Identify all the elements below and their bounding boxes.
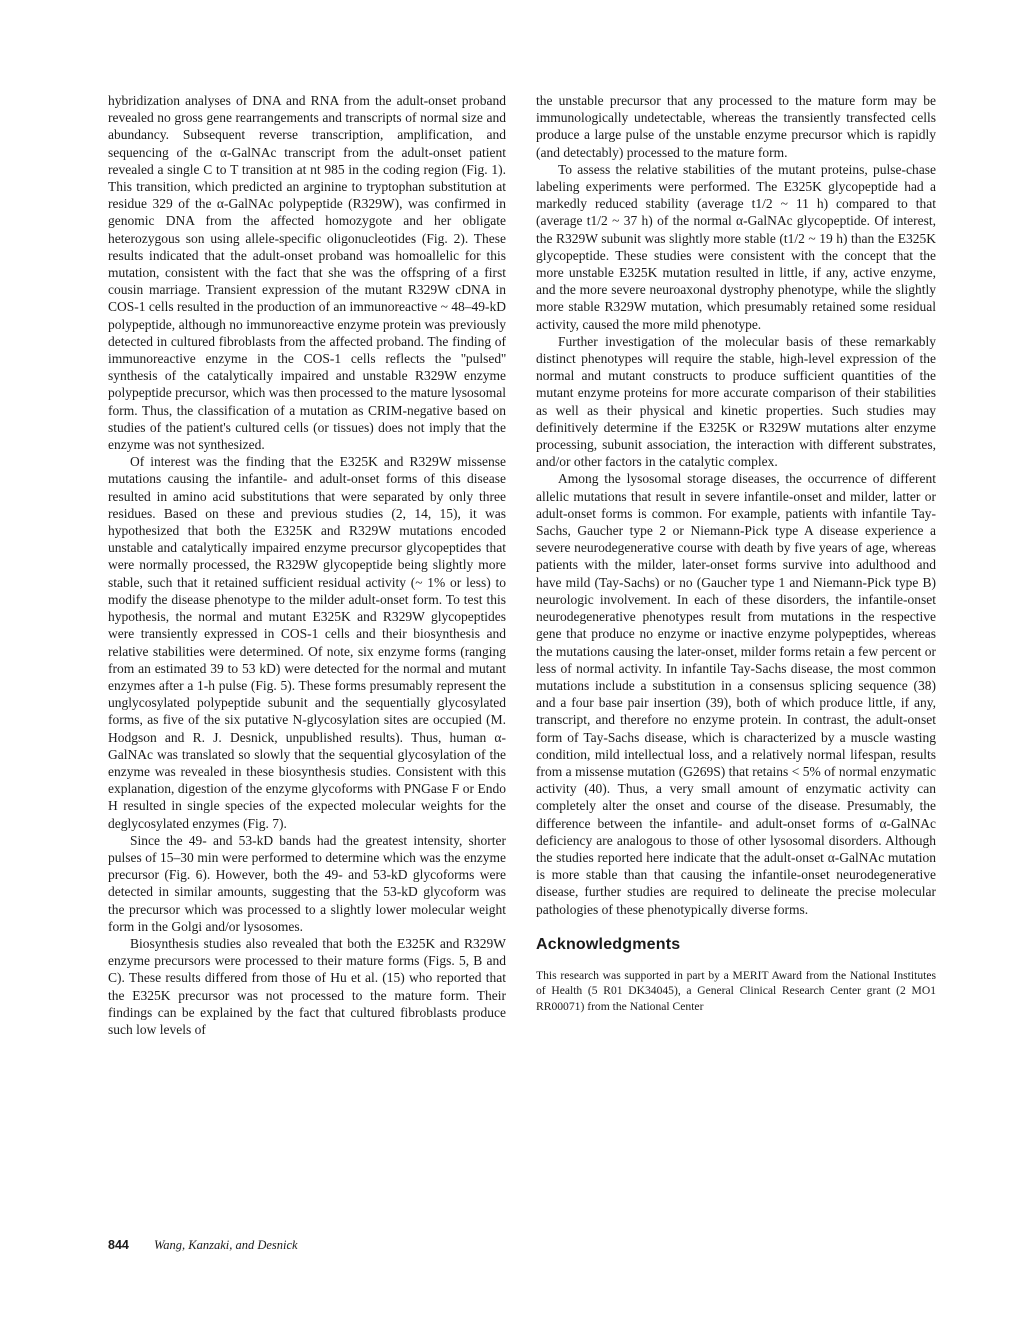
paragraph: hybridization analyses of DNA and RNA from the adult-onset proband revealed no gross gene rearrangements and transcripts of normal size and abundancy. Subsequent reverse transcription, amplification, and sequencing of the α-GalNAc transcript from the adult-onset patient revealed a single C to T transition at nt 985 in the coding region (Fig. 1). This transition, which predicted an arginine to tryptophan substitution at residue 329 of the α-GalNAc polypeptide (R329W), was confirmed in genomic DNA from the affected homozygote and her obligate heterozygous son using allele-specific oligonucleotides (Fig. 2). These results indicated that the adult-onset proband was homoallelic for this mutation, consistent with the fact that she was the offspring of a first cousin marriage. Transient expression of the mutant R329W cDNA in COS-1 cells resulted in the production of an immunoreactive ~ 48–49-kD polypeptide, although no immunoreactive enzyme protein was previously detected in cultured fibroblasts from the affected proband. The finding of immunoreactive enzyme in the COS-1 cells reflects the ''pulsed'' synthesis of the catalytically impaired and unstable R329W enzyme polypeptide precursor, which was then processed to the mature lysosomal form. Thus, the classification of a mutation as CRIM-negative based on studies of the patient's cultured cells (or tissues) does not imply that the enzyme was not synthesized. bbox=[108, 93, 506, 453]
page-footer bbox=[108, 1238, 298, 1253]
paragraph: Among the lysosomal storage diseases, the occurrence of different allelic mutations that result in severe infantile-onset and milder, latter or adult-onset forms is common. For example, patients with infantile Tay-Sachs, Gaucher type 2 or Niemann-Pick type A disease experience a severe neurodegenerative course with death by five years of age, whereas patients with the milder, later-onset forms survive into adulthood and have mild (Tay-Sachs) or no (Gaucher type 1 and Niemann-Pick type B) neurologic involvement. In each of these disorders, the infantile-onset neurodegenerative phenotypes result from mutations in the respective gene that produce no enzyme or inactive enzyme polypeptides, whereas the mutations causing the later-onset, milder forms retain a few percent or less of normal activity. In infantile Tay-Sachs disease, the most common mutations include a substitution in a consensus splicing sequence (38) and a four base pair insertion (39), both of which produce little, if any, transcript, and therefore no enzyme protein. In contrast, the adult-onset form of Tay-Sachs disease, which is characterized by a muscle wasting condition, mild intellectual loss, and a relatively normal lifespan, results from a missense mutation (G269S) that retains < 5% of normal enzymatic activity (40). Thus, a very small amount of enzymatic activity can completely alter the onset and course of the disease. Presumably, the difference between the infantile- and adult-onset forms of α-GalNAc deficiency are analogous to those of other lysosomal disorders. Although the studies reported here indicate that the adult-onset α-GalNAc mutation is more stable than that causing the infantile-onset neurodegenerative disease, further studies are required to delineate the precise molecular pathologies of these phenotypically diverse forms. bbox=[536, 471, 936, 917]
acknowledgments-text: This research was supported in part by a MERIT Award from the National Institutes of Health (5 R01 DK34045), a General Clinical Research Center grant (2 MO1 RR00071) from the National Center bbox=[536, 968, 936, 1013]
page-number: 844 bbox=[108, 1238, 129, 1252]
paragraph: the unstable precursor that any processed to the mature form may be immunologically undetectable, whereas the transiently transfected cells produce a large pulse of the unstable enzyme precursor which is rapidly (and detectably) processed to the mature form. bbox=[536, 93, 936, 160]
acknowledgments-heading: Acknowledgments bbox=[536, 935, 681, 953]
paragraph: To assess the relative stabilities of the mutant proteins, pulse-chase labeling experiments were performed. The E325K glycopeptide had a markedly reduced stability (average t1/2 ~ 11 h) compared to that (average t1/2 ~ 37 h) of the normal α-GalNAc glycopeptide. Of interest, the R329W subunit was slightly more stable (t1/2 ~ 19 h) than the E325K glycopeptide. These studies were consistent with the concept that the more unstable E325K mutation resulted in little, if any, active enzyme, and the more severe neuroaxonal dystrophy phenotype, while the slightly more stable R329W mutation, which presumably retained some residual activity, caused the more mild phenotype. bbox=[536, 161, 936, 332]
left-column bbox=[108, 92, 506, 1038]
paragraph: Of interest was the finding that the E325K and R329W missense mutations causing the infantile- and adult-onset forms of this disease resulted in amino acid substitutions that were separated by only three residues. Based on these and previous studies (2, 14, 15), it was hypothesized that both the E325K and R329W mutations encoded unstable and catalytically impaired enzyme precursor glycopeptides that were normally processed, the R329W glycopeptide being slightly more stable, such that it retained sufficient residual activity (~ 1% or less) to modify the disease phenotype to the milder adult-onset form. To test this hypothesis, the normal and mutant E325K and R329W glycopeptides were transiently expressed in COS-1 cells and their biosynthesis and relative stabilities were determined. Of note, six enzyme forms (ranging from an estimated 39 to 53 kD) were detected for the normal and mutant enzymes after a 1-h pulse (Fig. 5). These forms presumably represent the unglycosylated polypeptide subunit and the sequentially glycosylated forms, as five of the six putative N-glycosylation sites are occupied (M. Hodgson and R. J. Desnick, unpublished results). Thus, human α-GalNAc was translated so slowly that the sequential glycosylation of the enzyme was revealed in these biosynthesis studies. Consistent with this explanation, digestion of the enzyme glycoforms with PNGase F or Endo H resulted in single species of the expected molecular weights for the deglycosylated enzymes (Fig. 7). bbox=[108, 454, 506, 831]
paragraph: Since the 49- and 53-kD bands had the greatest intensity, shorter pulses of 15–30 min were performed to determine which was the enzyme precursor (Fig. 6). However, both the 49- and 53-kD glycoforms were detected in similar amounts, suggesting that the 53-kD glycoform was the precursor which was processed to a slightly lower molecular weight form in the Golgi and/or lysosomes. bbox=[108, 832, 506, 934]
paragraph: Further investigation of the molecular basis of these remarkably distinct phenotypes will require the stable, high-level expression of the normal and mutant constructs to produce sufficient quantities of the mutant enzyme proteins for more accurate comparison of their stabilities as well as their physical and kinetic properties. Such studies may definitively determine if the E325K or R329W mutations alter enzyme processing, subunit association, the interaction with different substrates, and/or other factors in the catalytic complex. bbox=[536, 333, 936, 470]
running-authors: Wang, Kanzaki, and Desnick bbox=[153, 1238, 298, 1252]
paragraph: Biosynthesis studies also revealed that both the E325K and R329W enzyme precursors were processed to their mature forms (Figs. 5, B and C). These results differed from those of Hu et al. (15) who reported that the E325K precursor was not processed to the mature form. Their findings can be explained by the fact that cultured fibroblasts produce such low levels of bbox=[108, 935, 506, 1037]
right-column bbox=[536, 92, 936, 1014]
